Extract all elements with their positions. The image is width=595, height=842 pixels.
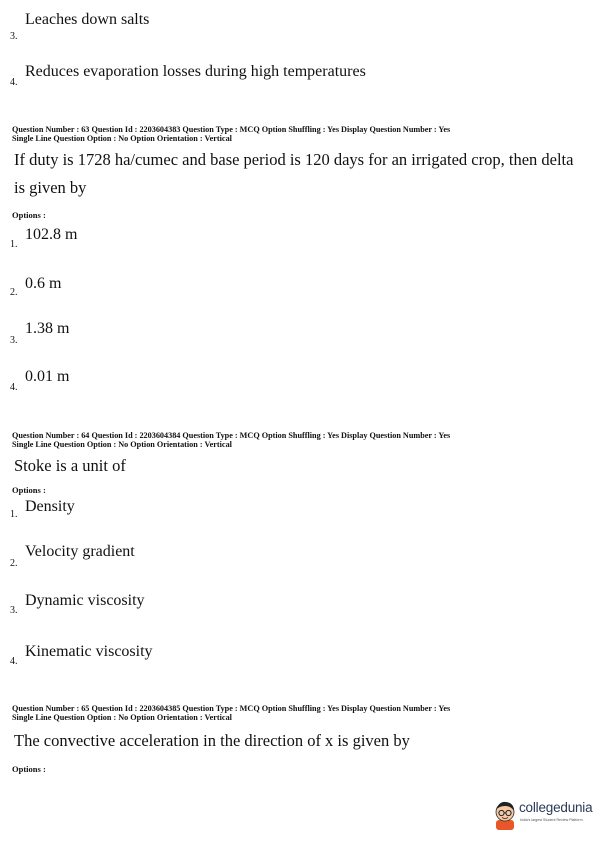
mascot-logo-icon: [493, 800, 517, 835]
options-label: Options :: [12, 764, 46, 774]
option-number: 3.: [10, 335, 18, 346]
question-text: If duty is 1728 ha/cumec and base period is 120 days for an irrigated crop, then delta: [14, 150, 574, 169]
question-text: Stoke is a unit of: [14, 456, 126, 475]
option-text: Dynamic viscosity: [25, 592, 145, 609]
option-text: Kinematic viscosity: [25, 643, 153, 660]
question-text: The convective acceleration in the direction of x is given by: [14, 731, 410, 750]
option-number: 1.: [10, 509, 18, 520]
question-meta-line: Question Number : 64 Question Id : 2203604384 Question Type : MCQ Option Shuffling : Yes Display Question Number : Yes: [12, 431, 451, 440]
option-number: 3.: [10, 605, 18, 616]
question-text: is given by: [14, 178, 87, 197]
question-meta-line: Question Number : 65 Question Id : 2203604385 Question Type : MCQ Option Shuffling : Yes Display Question Number : Yes: [12, 704, 451, 713]
option-text: 1.38 m: [25, 320, 70, 337]
option-text: Velocity gradient: [25, 543, 135, 560]
option-text: Reduces evaporation losses during high temperatures: [25, 63, 366, 80]
option-number: 1.: [10, 239, 18, 250]
option-number: 2.: [10, 558, 18, 569]
brand-logo: [493, 798, 593, 832]
option-text: Leaches down salts: [25, 11, 150, 28]
question-meta-line: Single Line Question Option : No Option Orientation : Vertical: [12, 134, 232, 143]
option-number: 3.: [10, 31, 18, 42]
option-number: 2.: [10, 287, 18, 298]
options-label: Options :: [12, 485, 46, 495]
option-text: 102.8 m: [25, 226, 78, 243]
options-label: Options :: [12, 210, 46, 220]
brand-name: collegedunia: [519, 800, 593, 815]
option-text: 0.6 m: [25, 275, 62, 292]
option-text: Density: [25, 498, 75, 515]
question-meta-line: Question Number : 63 Question Id : 2203604383 Question Type : MCQ Option Shuffling : Yes Display Question Number : Yes: [12, 125, 451, 134]
option-text: 0.01 m: [25, 368, 70, 385]
question-meta-line: Single Line Question Option : No Option Orientation : Vertical: [12, 440, 232, 449]
option-number: 4.: [10, 656, 18, 667]
brand-tagline: India's largest Student Review Platform: [520, 818, 583, 822]
question-meta-line: Single Line Question Option : No Option Orientation : Vertical: [12, 713, 232, 722]
option-number: 4.: [10, 382, 18, 393]
option-number: 4.: [10, 77, 18, 88]
